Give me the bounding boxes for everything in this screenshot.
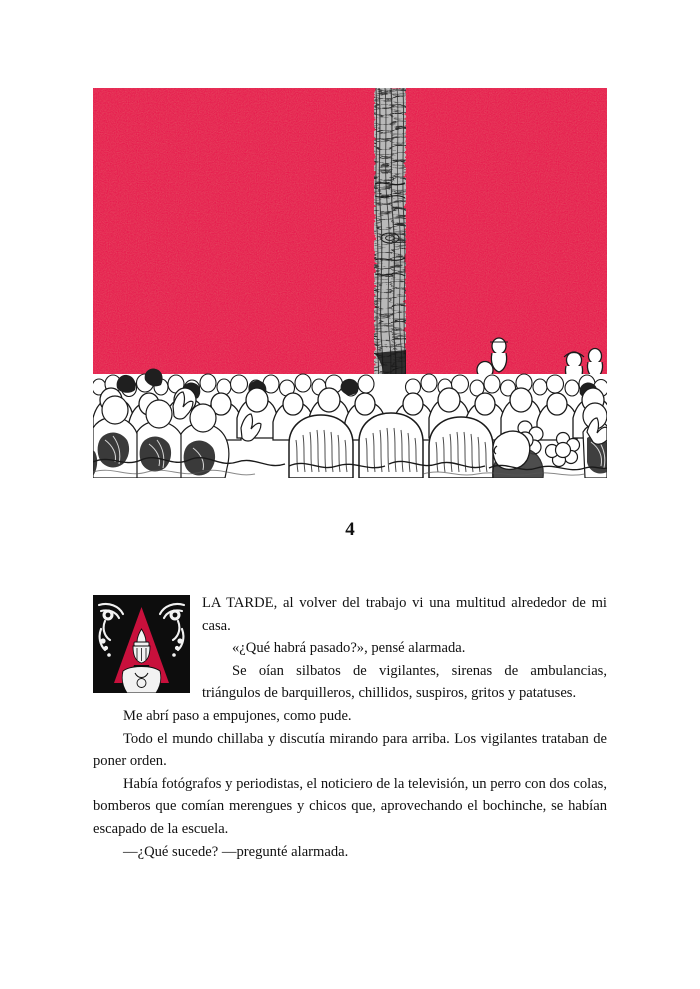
crowd	[93, 369, 607, 478]
paragraph-6: Había fotógrafos y periodistas, el noticiero de la televisión, un perro con dos colas, bomberos que comían merengues y chicos que, aprovechando el bochinche, se habían escapado de la escuela.	[93, 775, 607, 837]
dropcap-letter-a	[93, 595, 190, 693]
paragraph-1: LA TARDE, al volver del trabajo vi una multitud alrededor de mi casa.	[202, 595, 607, 634]
chapter-number: 4	[345, 519, 355, 540]
paragraph-7: —¿Qué sucede? —pregunté alarmada.	[123, 843, 349, 860]
chapter-illustration	[93, 88, 607, 478]
body-text	[93, 592, 607, 863]
paragraph-3: Se oían silbatos de vigilantes, sirenas de ambulancias, triángulos de barquilleros, chillidos, suspiros, gritos y patatuses.	[202, 662, 607, 702]
red-field	[93, 88, 607, 388]
crowd-below-tree-illustration	[93, 88, 607, 478]
dropcap-a-icon	[93, 595, 190, 693]
paragraph-2: «¿Qué habrá pasado?», pensé alarmada.	[232, 640, 466, 657]
paragraph-5: Todo el mundo chillaba y discutía mirando para arriba. Los vigilantes trataban de poner orden.	[93, 730, 607, 770]
paragraph-4: Me abrí paso a empujones, como pude.	[123, 707, 352, 724]
tree-trunk	[374, 88, 406, 406]
